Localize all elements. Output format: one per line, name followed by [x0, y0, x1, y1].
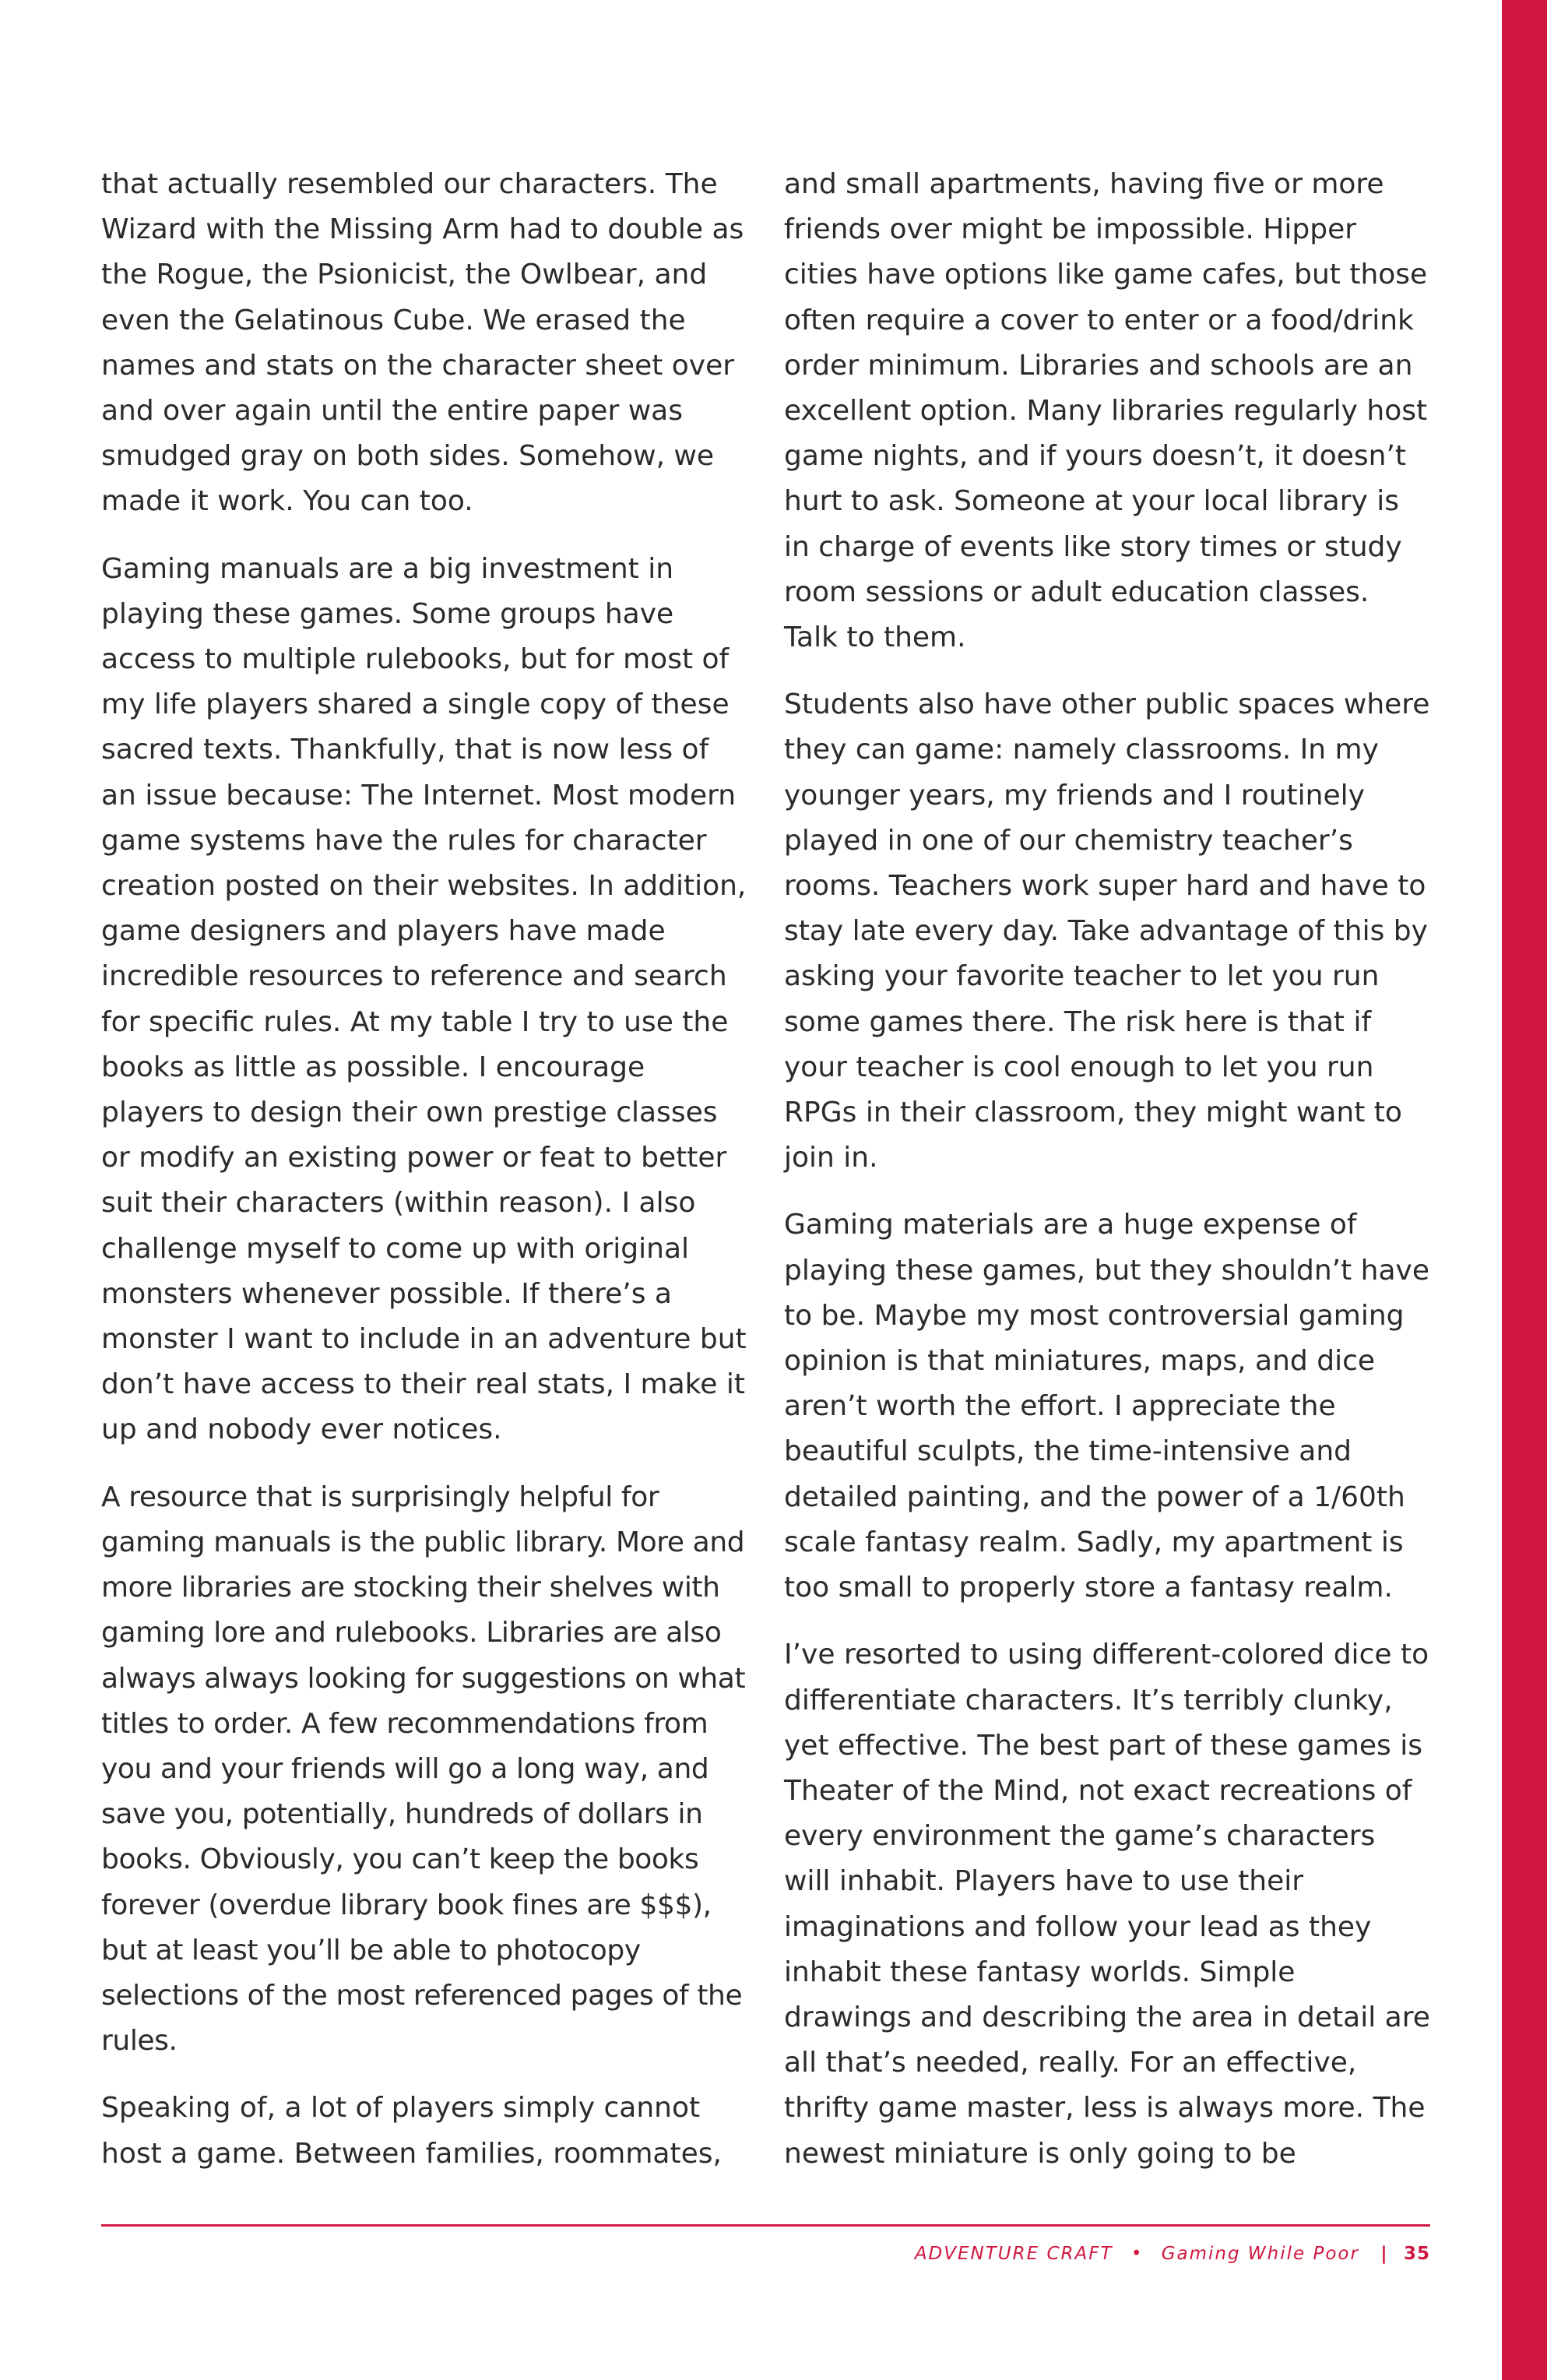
right-paragraph-1: and small apartments, having five or more friends over might be impossible. Hipper cities have options like game cafes, but those often require a cover to enter or a food/drink order minimum. Libraries and schools are an excellent option. Many libraries regularly host game nights, and if yours doesn’t, it doesn’t hurt to ask. Someone at your local library is in charge of events like story times or study room sessions or adult education classes. Talk to them. — [784, 168, 1428, 654]
page-number: 35 — [1403, 2244, 1430, 2264]
right-paragraph-3: Gaming materials are a huge expense of playing these games, but they shouldn’t have to be. Maybe my most controversial gaming opinion is that miniatures, maps, and dice aren’t worth the effort. I appreciate the beautiful sculpts, the time-intensive and detailed painting, and the power of a 1/60th scale fantasy realm. Sadly, my apartment is too small to properly store a fantasy realm. — [784, 1209, 1430, 1604]
right-paragraph-2: Students also have other public spaces where they can game: namely classrooms. In my younger years, my friends and I routinely played in one of our chemistry teacher’s rooms. Teachers work super hard and have to stay late every day. Take advantage of this by asking your favorite teacher to let you run some games there. The risk here is that if your teacher is cool enough to let you run RPGs in their classroom, they might want to join in. — [784, 688, 1430, 1174]
side-accent-bar — [1502, 0, 1547, 2380]
footer-book-title: ADVENTURE CRAFT — [914, 2244, 1113, 2264]
right-paragraph-4: I’ve resorted to using different-colored dice to differentiate characters. It’s terribly clunky, yet effective. The best part of these games is Theater of the Mind, not exact recreations of every environment the game’s characters will inhabit. Players have to use their imaginations and follow your lead as they inhabit these fantasy worlds. Simple drawings and describing the area in detail are all that’s needed, really. For an effective, thrifty game master, less is always more. The newest miniature is only going to be — [784, 1639, 1430, 2170]
page-body — [101, 162, 1430, 2199]
footer-divider: | — [1380, 2244, 1389, 2264]
right-column — [784, 162, 1430, 2199]
left-paragraph-3: A resource that is surprisingly helpful for gaming manuals is the public library. More and more libraries are stocking their shelves with gaming lore and rulebooks. Libraries are also always always looking for suggestions on what titles to order. A few recommendations from you and your friends will go a long way, and save you, potentially, hundreds of dollars in books. Obviously, you can’t keep the books forever (overdue library book fines are $$$), but at least you’ll be able to photocopy selections of the most referenced pages of the rules. — [101, 1480, 746, 2058]
left-paragraph-2: Gaming manuals are a big investment in playing these games. Some groups have access to multiple rulebooks, but for most of my life players shared a single copy of these sacred texts. Thankfully, that is now less of an issue because: The Internet. Most modern game systems have the rules for character creation posted on their websites. In addition, game designers and players have made incredible resources to reference and search for specific rules. At my table I try to use the books as little as possible. I encourage players to design their own prestige classes or modify an existing power or feat to better suit their characters (within reason). I also challenge myself to come up with original monsters whenever possible. If there’s a monster I want to include in an adventure but don’t have access to their real stats, I make it up and nobody ever notices. — [101, 552, 747, 1446]
footer-chapter-title: Gaming While Poor — [1161, 2244, 1359, 2264]
page-footer — [915, 2244, 1430, 2264]
two-column-layout — [101, 162, 1430, 2199]
footer-rule — [101, 2224, 1430, 2227]
left-paragraph-4: Speaking of, a lot of players simply cannot host a game. Between families, roommates, — [101, 2092, 722, 2170]
left-paragraph-1: that actually resembled our characters. The Wizard with the Missing Arm had to double as the Rogue, the Psionicist, the Owlbear, and even the Gelatinous Cube. We erased the names and stats on the character sheet over and over again until the entire paper was smudged gray on both sides. Somehow, we made it work. You can too. — [101, 168, 744, 518]
left-column — [101, 162, 747, 2199]
footer-separator: • — [1130, 2244, 1144, 2264]
